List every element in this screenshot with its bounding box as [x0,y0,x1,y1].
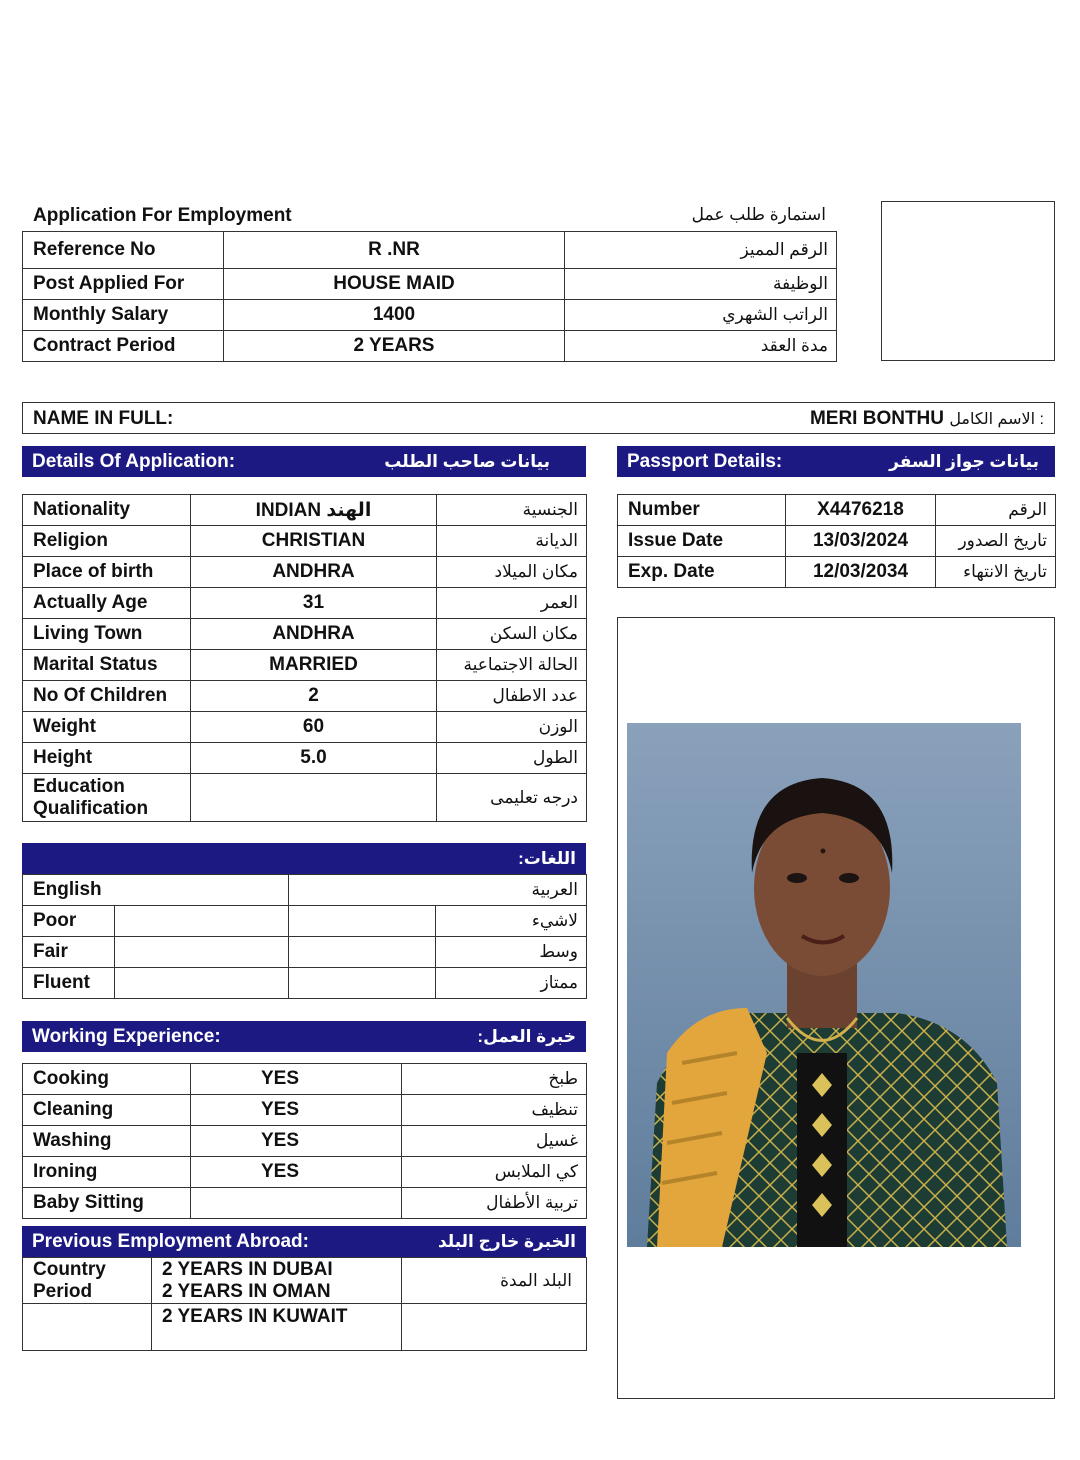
form-title-en: Application For Employment [33,205,292,226]
details-value: 5.0 [191,743,437,774]
full-name-value: MERI BONTHU [809,408,944,429]
skill-value: YES [191,1157,402,1188]
details-value: 2 [191,681,437,712]
passport-title-ar: بيانات جواز السفر [889,451,1039,471]
table-row [23,1258,587,1304]
level-cell [115,968,289,999]
languages-header-bar [22,843,586,874]
abroad-header-bar [22,1226,586,1257]
details-label: Marital Status [23,650,191,681]
details-label-ar: مكان الميلاد [437,557,587,588]
table-row [23,937,587,968]
table-row [23,1188,587,1219]
education-label-line1: Education [33,775,125,797]
abroad-title-ar: الخبرة خارج البلد [437,1231,576,1251]
form-title-ar: استمارة طلب عمل [691,205,826,224]
table-row [23,557,587,588]
passport-label: Issue Date [618,526,786,557]
summary-label-ar: الوظيفة [565,269,837,300]
abroad-table [22,1257,587,1351]
passport-value: X4476218 [786,495,936,526]
table-row [23,300,837,331]
summary-label: Reference No [23,232,224,269]
skill-value [191,1188,402,1219]
details-value: 60 [191,712,437,743]
details-label: Nationality [23,495,191,526]
table-row [23,1304,587,1351]
details-label: Place of birth [23,557,191,588]
passport-label: Number [618,495,786,526]
abroad-entry: 2 YEARS IN OMAN [162,1280,331,1302]
details-label: Actually Age [23,588,191,619]
passport-label: Exp. Date [618,557,786,588]
summary-label: Post Applied For [23,269,224,300]
level-cell [115,906,289,937]
skill-label-ar: كي الملابس [402,1157,587,1188]
table-row [23,774,587,822]
level-label-ar: لاشيء [436,906,587,937]
table-row [23,619,587,650]
details-label-ar: عدد الاطفال [437,681,587,712]
summary-value: 1400 [224,300,565,331]
abroad-entry: 2 YEARS IN DUBAI [162,1258,333,1280]
details-header-bar [22,446,586,477]
table-row [23,650,587,681]
summary-label: Monthly Salary [23,300,224,331]
experience-header-bar [22,1021,586,1052]
summary-table [22,231,837,362]
details-label-ar: الطول [437,743,587,774]
details-value: MARRIED [191,650,437,681]
passport-value: 13/03/2024 [786,526,936,557]
details-value: 31 [191,588,437,619]
details-label-ar: العمر [437,588,587,619]
passport-value: 12/03/2034 [786,557,936,588]
table-row [23,743,587,774]
education-label [23,774,191,822]
full-name-row [22,402,1055,434]
abroad-label [23,1258,152,1304]
level-cell [289,937,436,968]
table-row [23,712,587,743]
level-cell [289,968,436,999]
skill-value: YES [191,1064,402,1095]
abroad-empty-cell [402,1304,587,1351]
abroad-title: Previous Employment Abroad: [32,1230,309,1252]
details-label-ar: مكان السكن [437,619,587,650]
abroad-entry: 2 YEARS IN KUWAIT [152,1304,402,1351]
details-label: Religion [23,526,191,557]
passport-header-bar [617,446,1055,477]
skill-label-ar: تنظيف [402,1095,587,1126]
table-row [23,681,587,712]
details-label-ar: الوزن [437,712,587,743]
table-row [23,269,837,300]
details-title: Details Of Application: [32,450,236,472]
summary-value: R .NR [224,232,565,269]
level-label: Fluent [23,968,115,999]
level-label: Fair [23,937,115,968]
details-label-ar: الديانة [437,526,587,557]
table-row [618,495,1056,526]
table-row [23,495,587,526]
language-label: English [23,875,289,906]
abroad-label-line1: Country [33,1258,106,1280]
passport-table [617,494,1056,588]
skill-label: Cleaning [23,1095,191,1126]
level-cell [115,937,289,968]
details-label-ar: الجنسية [437,495,587,526]
passport-label-ar: تاريخ الصدور [936,526,1056,557]
details-label: Weight [23,712,191,743]
summary-label-ar: مدة العقد [565,331,837,362]
summary-label-ar: الرقم المميز [565,232,837,269]
table-row [23,1064,587,1095]
table-row [23,1095,587,1126]
table-row [23,526,587,557]
summary-value: HOUSE MAID [224,269,565,300]
passport-label-ar: الرقم [936,495,1056,526]
table-row [23,875,587,906]
full-name-label-ar: : الاسم الكامل [949,411,1044,428]
applicant-photo-illustration [627,723,1021,1247]
level-label-ar: ممتاز [436,968,587,999]
skill-value: YES [191,1095,402,1126]
skill-label: Washing [23,1126,191,1157]
summary-label-ar: الراتب الشهري [565,300,837,331]
skill-label-ar: غسيل [402,1126,587,1157]
languages-title-ar: اللغات: [518,848,576,868]
languages-table [22,874,587,999]
summary-label: Contract Period [23,331,224,362]
skill-value: YES [191,1126,402,1157]
table-row [23,906,587,937]
table-row [23,588,587,619]
details-value: INDIAN الهند [191,495,437,526]
abroad-entries [152,1258,402,1304]
education-label-line2: Qualification [33,797,149,819]
summary-value: 2 YEARS [224,331,565,362]
language-label-ar: العربية [289,875,587,906]
education-value [191,774,437,822]
skill-label: Baby Sitting [23,1188,191,1219]
passport-title: Passport Details: [627,450,783,472]
level-label-ar: وسط [436,937,587,968]
experience-title-ar: خبرة العمل: [477,1026,576,1046]
details-value: CHRISTIAN [191,526,437,557]
abroad-empty-cell [23,1304,152,1351]
skill-label-ar: تربية الأطفال [402,1188,587,1219]
skill-label: Cooking [23,1064,191,1095]
details-label: No Of Children [23,681,191,712]
details-label: Height [23,743,191,774]
details-value: ANDHRA [191,557,437,588]
table-row [23,1157,587,1188]
table-row [618,526,1056,557]
details-label: Living Town [23,619,191,650]
education-label-ar: درجه تعليمى [437,774,587,822]
details-label-ar: الحالة الاجتماعية [437,650,587,681]
details-value: ANDHRA [191,619,437,650]
experience-title: Working Experience: [32,1025,221,1047]
skill-label: Ironing [23,1157,191,1188]
skill-label-ar: طبخ [402,1064,587,1095]
applicant-photo [627,723,1021,1247]
details-table [22,494,587,822]
photo-box-small [881,201,1055,361]
level-cell [289,906,436,937]
table-row [23,331,837,362]
abroad-label-ar: البلد المدة [402,1258,587,1304]
details-title-ar: بيانات صاحب الطلب [384,451,550,471]
level-label: Poor [23,906,115,937]
table-row [23,1126,587,1157]
table-row [23,232,837,269]
table-row [23,968,587,999]
full-name-label: NAME IN FULL: [33,408,174,429]
table-row [618,557,1056,588]
experience-table [22,1063,587,1219]
passport-label-ar: تاريخ الانتهاء [936,557,1056,588]
abroad-label-line2: Period [33,1280,93,1302]
